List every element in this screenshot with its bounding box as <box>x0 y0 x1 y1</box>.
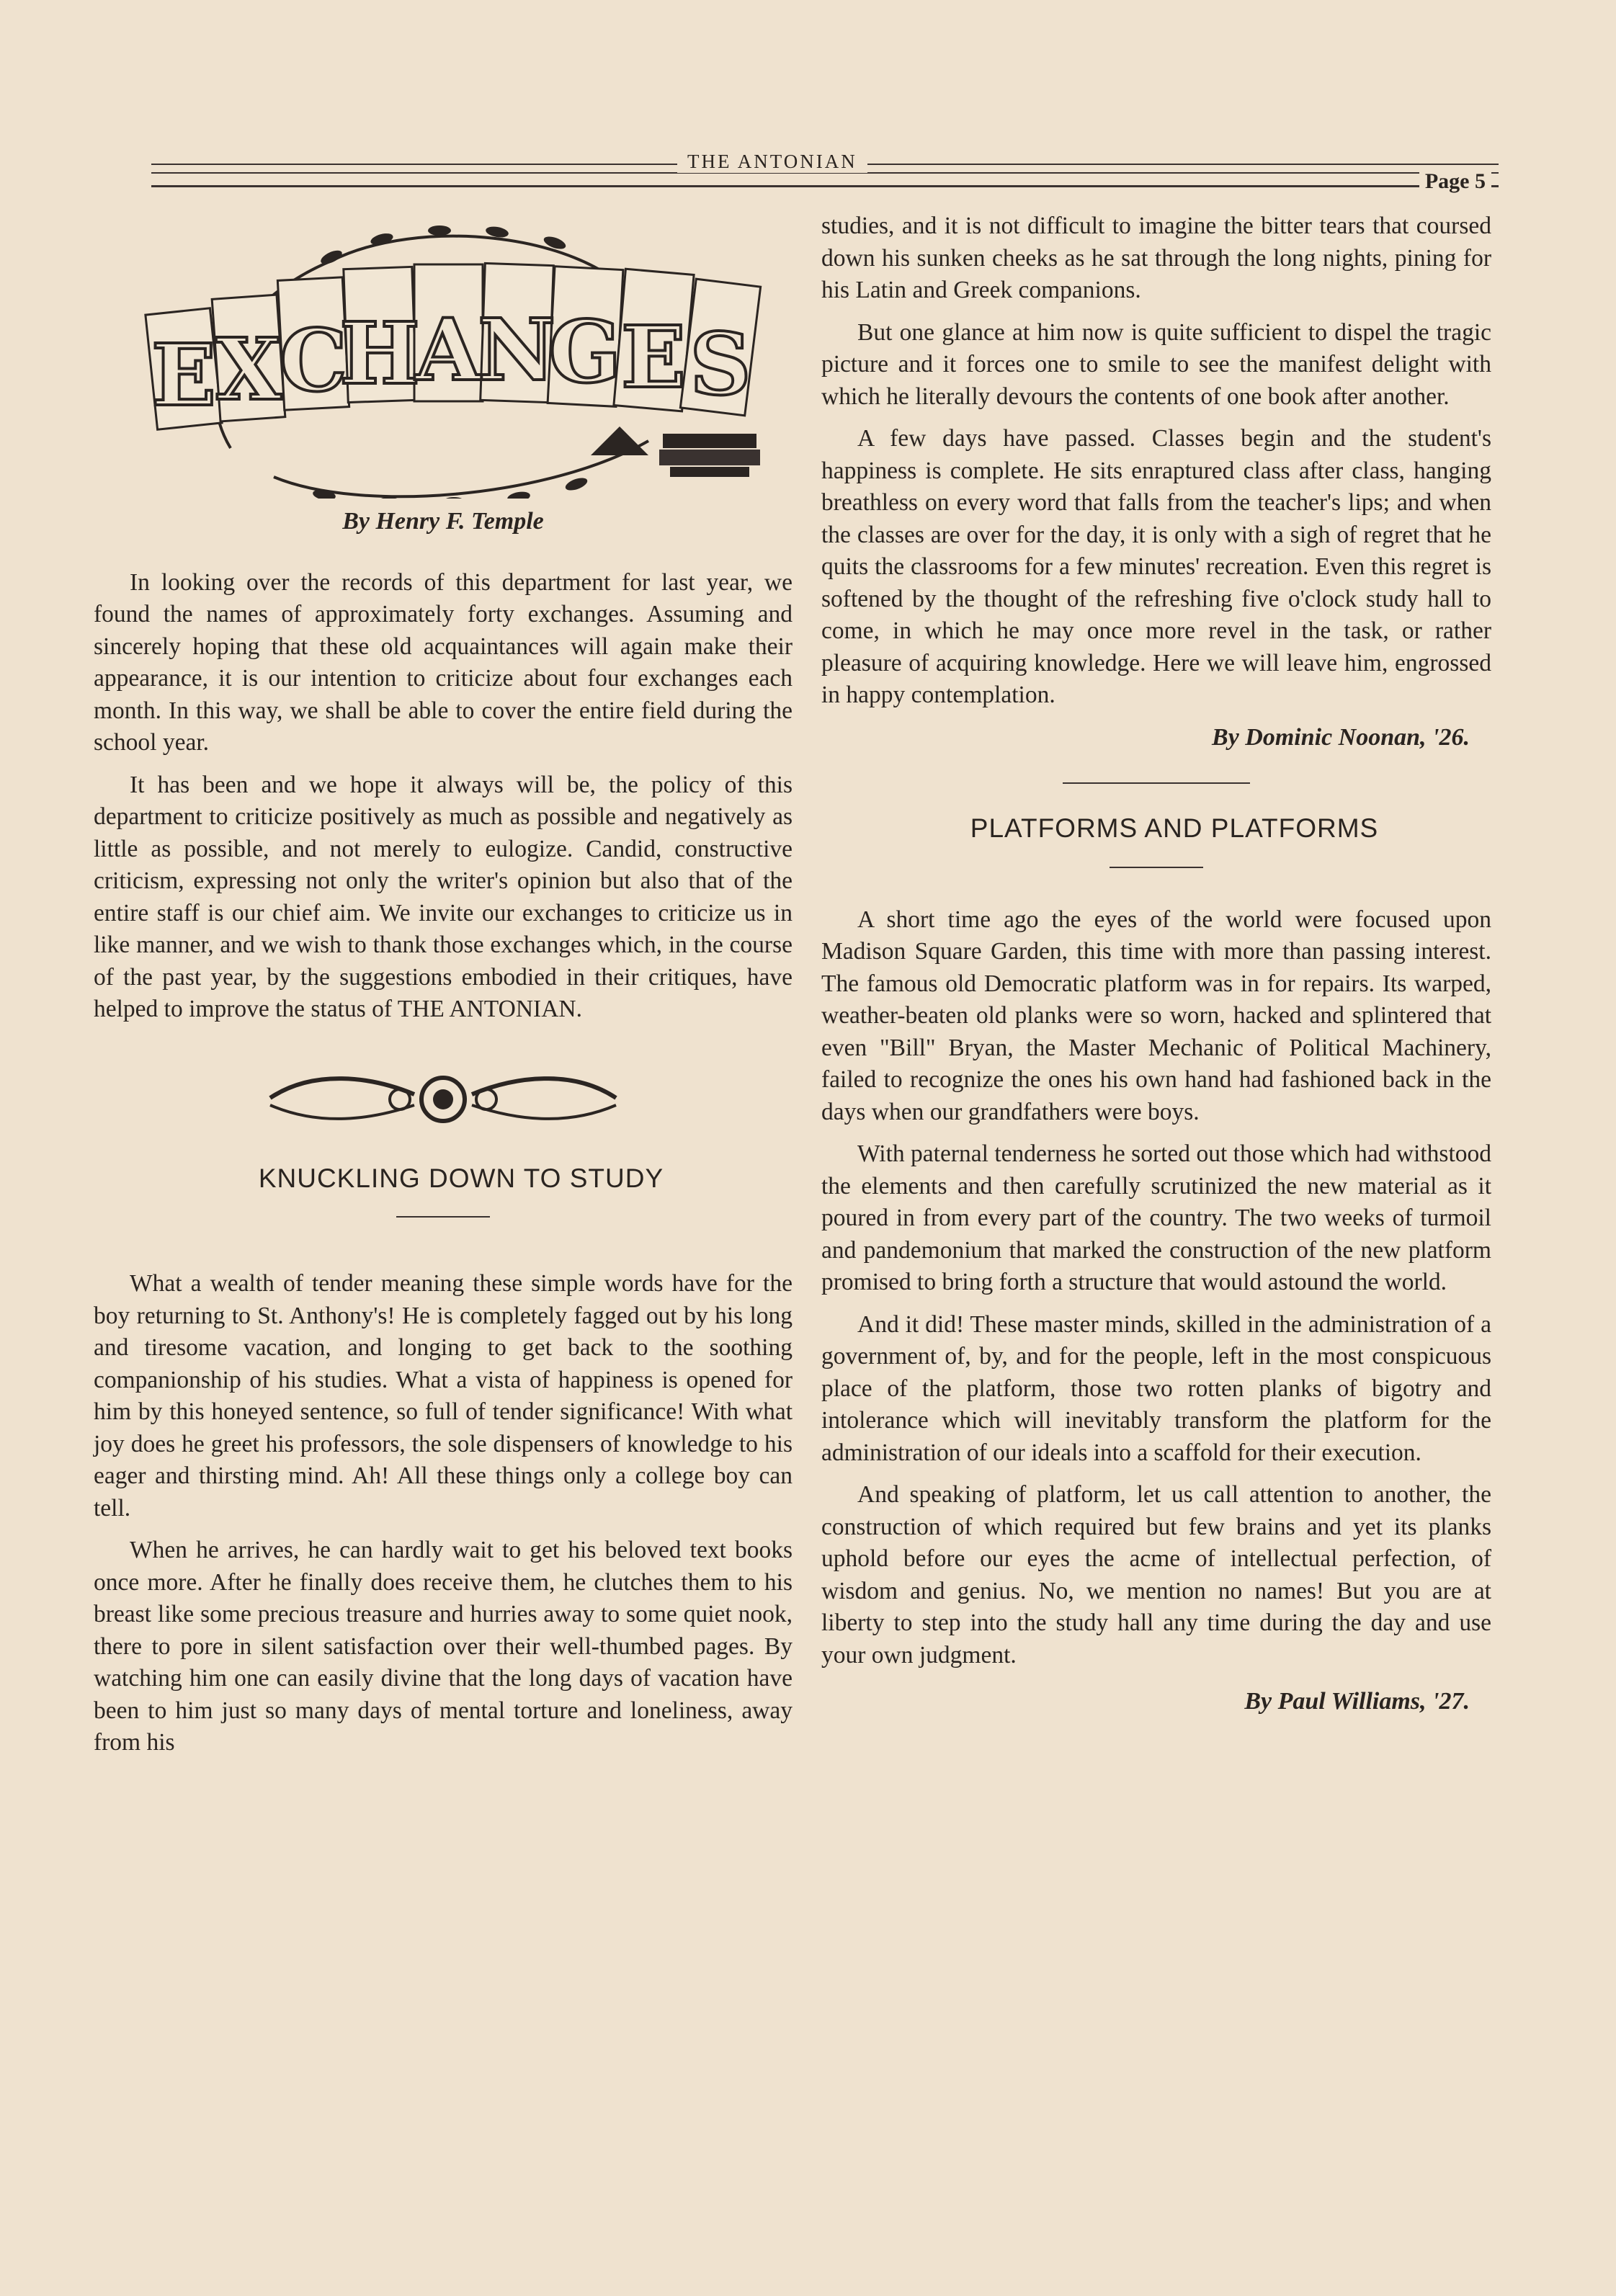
svg-text:H: H <box>339 303 420 403</box>
exchanges-logo <box>144 210 764 499</box>
platforms-paragraph: A short time ago the eyes of the world were focused upon Madison Square Garden, this time with more than passing interest. The famous old Democratic platform was in for repairs. Its warped, weather-beaten old planks were so worn, hacked and splintered that even "Bill" Bryan, the Master Mechanic of Political Machinery, failed to recognize the ones his own hand had fashioned back in the days when our grandfathers were boys. <box>821 906 1491 1125</box>
svg-text:X: X <box>215 319 282 419</box>
svg-text:A: A <box>415 300 481 400</box>
knuckling-byline: By Dominic Noonan, '26. <box>1212 723 1470 751</box>
svg-text:E: E <box>621 307 686 407</box>
exchanges-logo-illustration <box>144 210 764 499</box>
knuckling-heading: KNUCKLING DOWN TO STUDY <box>258 1163 664 1193</box>
svg-text:G: G <box>548 302 622 402</box>
svg-text:S: S <box>689 314 751 414</box>
svg-text:N: N <box>478 300 555 400</box>
knuckling-paragraph: A few days have passed. Classes begin and the student's happiness is complete. He sits enraptured class after class, hanging breathless on every word that falls from the teacher's lips; and when the classes are over for the day, it is only with a sigh of regret that he quits the classrooms for a few minutes' recreation. Even this regret is softened by the thought of the refreshing five o'clock study hall to come, in which he may once more revel in the task, or rather pleasure of acquiring knowledge. Here we will leave him, engrossed in happy contemplation. <box>821 425 1491 708</box>
svg-text:E: E <box>151 325 216 425</box>
platforms-paragraph: And speaking of platform, let us call attention to another, the construction of which required but few brains and yet its planks uphold before our eyes the acme of intellectual perfection, of wisdom and genius. No, we mention no names! But you are at liberty to step into the study hall any time during the day and use your own judgment. <box>821 1481 1491 1669</box>
masthead-rule <box>151 185 1499 187</box>
left-column <box>94 210 793 1769</box>
publication-title: THE ANTONIAN <box>677 151 867 173</box>
page-number: Page 5 <box>1419 169 1491 194</box>
exchanges-paragraph: It has been and we hope it always will be, the policy of this department to criticize positively as much as possible and negatively as little as possible, and not merely to eulogize. Candid, constructive criticism, expressing not only the writer's opinion but also that of the entire staff is our chief aim. We invite our exchanges to criticize us in like manner, and we wish to thank those exchanges which, in the course of the past year, by the suggestions embodied in their critiques, have helped to improve the status of THE ANTONIAN. <box>94 771 793 1022</box>
masthead <box>151 148 1499 191</box>
section-rule <box>1063 782 1250 784</box>
knuckling-paragraph: When he arrives, he can hardly wait to get his beloved text books once more. After he finally does receive them, he clutches them to his breast like some precious treasure and hurries away to some quiet nook, there to pore in silent satisfaction over their well-thumbed pages. By watching him one can easily divine that the long days of vacation have been to him just so many days of mental torture and loneliness, away from his <box>94 1537 793 1756</box>
right-column <box>821 210 1491 1728</box>
platforms-heading: PLATFORMS AND PLATFORMS <box>970 813 1379 843</box>
platforms-paragraph: And it did! These master minds, skilled in the administration of a government of, by, and for the people, left in the most conspicuous place of the platform, those two rotten planks of bigotry and intolerance which will inevitably transform the platform for the administration of our ideals into a scaffold for their execution. <box>821 1310 1491 1466</box>
exchanges-paragraph: In looking over the records of this department for last year, we found the names of approximately forty exchanges. Assuming and sincerely hoping that these old acquaintances will again make their appearance, it is our intention to criticize about four exchanges each month. In this way, we shall be able to cover the entire field during the school year. <box>94 568 793 756</box>
knuckling-paragraph: But one glance at him now is quite sufficient to dispel the tragic picture and it forces one to smile to see the manifest delight with which he literally devours the contents of one book after another. <box>821 318 1491 410</box>
knuckling-paragraph: studies, and it is not difficult to imagine the bitter tears that coursed down his sunken cheeks as he sat through the long nights, pining for his Latin and Greek companions. <box>821 213 1491 303</box>
svg-text:C: C <box>280 311 347 411</box>
platforms-byline: By Paul Williams, '27. <box>1244 1688 1470 1715</box>
scroll-ornament-icon <box>256 1055 630 1134</box>
ornament-divider <box>256 1055 630 1134</box>
knuckling-paragraph: What a wealth of tender meaning these simple words have for the boy returning to St. Anthony's! He is completely fagged out by his long and tiresome vacation, and longing to get back to the soothing companionship of his studies. What a vista of happiness is opened for him by this honeyed sentence, so full of tender significance! With what joy does he greet his professors, the sole dispensers of knowledge to his eager and thirsting mind. Ah! All these things only a college boy can tell. <box>94 1270 793 1522</box>
exchanges-byline: By Henry F. Temple <box>342 508 544 535</box>
heading-rule <box>396 1216 490 1218</box>
heading-rule <box>1110 867 1203 868</box>
platforms-paragraph: With paternal tenderness he sorted out those which had withstood the elements and then carefully scrutinized the new material as it poured in from every part of the country. The two weeks of turmoil and pandemonium that marked the construction of the new platform promised to bring forth a structure that would astound the world. <box>821 1140 1491 1295</box>
